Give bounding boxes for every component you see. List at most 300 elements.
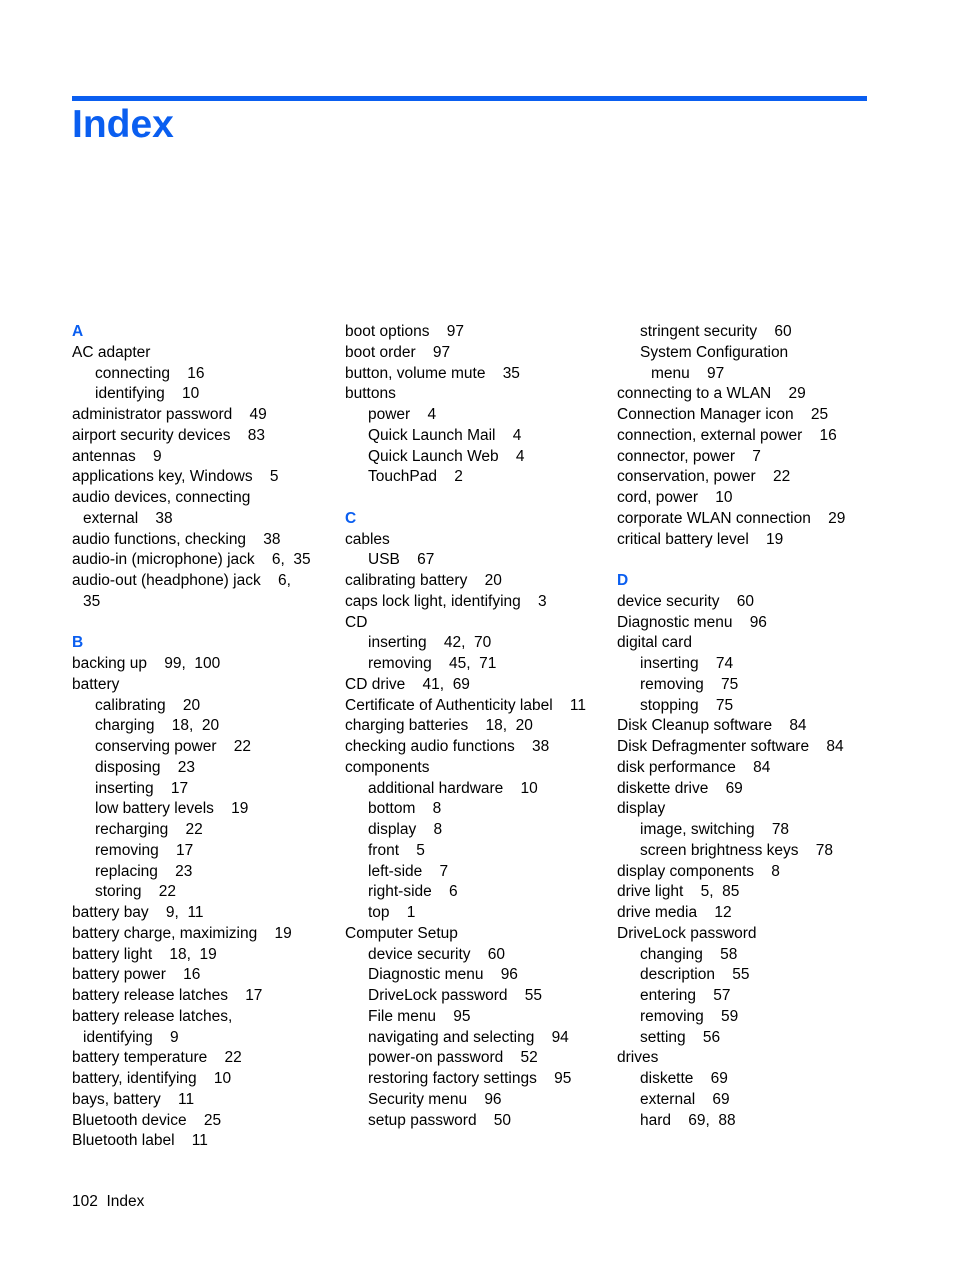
index-entry [617,488,877,509]
page-reference: 9 [170,1028,179,1046]
page-reference: 41, 69 [422,675,470,693]
page-reference: 75 [715,696,734,714]
index-term: Computer Setup [345,924,458,942]
index-subentry [345,903,605,924]
index-subentry [617,841,877,862]
page-reference: 6, 35 [271,551,311,569]
page-reference: 22 [233,738,251,755]
page-reference: 97 [446,323,464,340]
index-term: audio-out (headphone) jack [72,572,261,589]
page-reference: 2 [454,468,463,486]
page-reference: 12 [714,904,732,921]
index-entry [617,592,877,613]
title-rule [72,96,867,101]
index-entry [345,737,605,758]
index-term: boot options [345,323,430,340]
index-term: connecting to a WLAN [617,385,772,403]
page-reference: 4 [515,447,525,465]
index-term: DriveLock password [368,987,508,1004]
index-subentry [72,758,332,779]
footer-label: Index [106,1193,145,1210]
index-term: battery, identifying [72,1070,197,1087]
index-entry [345,613,605,634]
index-term: airport security devices [72,426,231,444]
index-entry [617,467,877,488]
page-reference: 67 [417,551,435,569]
index-term: DriveLock password [617,924,757,942]
index-subentry [72,716,332,737]
page-reference: 16 [819,426,837,444]
index-term: battery charge, maximizing [72,924,258,942]
index-entry [72,945,332,966]
page-reference: 97 [432,343,451,361]
index-subentry [345,654,605,675]
index-term: bottom [368,800,416,818]
index-term: menu [651,364,690,382]
page-reference: 22 [158,883,177,901]
index-subentry [345,633,605,654]
index-term: calibrating battery [345,572,468,589]
page-reference: 75 [720,675,739,693]
index-subentry [72,364,332,385]
index-term: top [368,904,390,921]
page-reference: 6 [448,883,458,901]
index-term: components [345,758,430,776]
index-entry-continuation [72,592,332,613]
index-entry [617,384,877,405]
index-term: storing [95,883,142,901]
page-reference: 19 [231,800,249,818]
page-reference: 55 [732,966,750,984]
page-reference: 94 [551,1028,569,1046]
index-term: battery light [72,945,153,963]
index-entry [617,779,877,800]
index-letter-heading: B [72,634,84,652]
index-term: replacing [95,862,158,880]
index-term: CD drive [345,675,406,693]
index-term: Quick Launch Mail [368,426,496,444]
index-term: digital card [617,634,692,652]
index-subentry [617,820,877,841]
index-term: critical battery level [617,530,749,548]
index-subentry [617,965,877,986]
index-term: description [640,966,715,984]
index-subentry [345,1028,605,1049]
index-term: power [368,406,411,423]
page-reference: 16 [187,364,205,382]
index-entry-continuation [72,509,332,530]
index-term: backing up [72,655,147,672]
index-term: diskette [640,1070,694,1087]
index-subentry [617,1069,877,1090]
index-entry [617,426,877,447]
index-entry [345,592,605,613]
index-term: bays, battery [72,1090,161,1108]
index-entry [72,530,332,551]
index-letter-heading: C [345,509,357,527]
index-entry [72,903,332,924]
page-reference: 17 [175,841,194,859]
index-term: battery temperature [72,1049,208,1067]
page-reference: 23 [177,758,195,776]
index-term: boot order [345,343,416,361]
page-reference: 29 [788,385,806,403]
index-entry [617,924,877,945]
index-entry [345,924,605,945]
index-subentry [617,945,877,966]
index-term: inserting [640,655,699,672]
index-term: File menu [368,1007,437,1025]
page-reference: 23 [175,862,193,880]
page-reference: 45, 71 [448,655,497,672]
page-reference: 57 [713,987,731,1004]
page-reference: 1 [406,904,416,921]
index-entry [617,882,877,903]
page-reference: 16 [183,966,201,984]
page-reference: 69 [712,1090,730,1108]
index-entry [72,447,332,468]
index-term: hard [640,1111,672,1129]
index-subentry [72,841,332,862]
index-entry [617,405,877,426]
index-entry [345,384,605,405]
index-entry [72,1131,332,1152]
page-reference: 10 [715,489,733,506]
index-entry [345,322,605,343]
page-reference: 18, 20 [171,717,220,735]
index-term: stopping [640,696,699,714]
page-reference: 59 [720,1007,739,1025]
index-term: left-side [368,862,423,880]
page-reference: 5 [269,468,279,486]
page-reference: 99, 100 [164,655,221,672]
index-subentry [345,405,605,426]
index-term: removing [368,655,432,672]
page-reference: 38 [263,530,281,548]
index-subentry [72,799,332,820]
index-entry [72,1069,332,1090]
index-term: corporate WLAN connection [617,509,811,527]
page-reference: 58 [720,945,738,963]
index-term: disposing [95,758,161,776]
index-subentry [72,737,332,758]
page-reference: 83 [247,426,265,444]
page-reference: 96 [749,613,767,631]
page-reference: 18, 19 [169,945,217,963]
index-entry [72,467,332,488]
page-reference: 84 [753,758,771,776]
page-reference: 69 [710,1070,728,1087]
page-footer [72,1192,144,1212]
index-term: CD [345,613,368,631]
index-term: AC adapter [72,343,151,361]
index-entry [617,799,877,820]
index-subentry [345,779,605,800]
index-term: audio functions, checking [72,530,247,548]
index-subentry [345,550,605,571]
index-term: audio devices, connecting [72,489,251,506]
page-reference: 17 [245,987,263,1004]
index-term: battery [72,675,120,693]
index-term: device security [368,945,471,963]
index-entry [72,924,332,945]
index-term: battery bay [72,904,149,921]
index-subentry [345,945,605,966]
page-reference: 96 [500,966,518,984]
page-reference: 20 [484,572,502,589]
index-term: calibrating [95,696,166,714]
index-entry-continuation [617,364,877,385]
page-reference: 22 [185,821,203,838]
page-reference: 60 [736,592,754,610]
page-reference: 9, 11 [165,904,204,921]
index-entry [72,1007,332,1028]
index-subentry [72,820,332,841]
index-entry [617,903,877,924]
index-term: screen brightness keys [640,841,799,859]
index-entry [345,364,605,385]
index-entry [345,571,605,592]
index-term: Security menu [368,1090,468,1108]
index-term: 35 [83,592,101,610]
index-entry [617,530,877,551]
index-entry [72,1090,332,1111]
page-reference: 52 [520,1049,538,1067]
index-subentry [345,965,605,986]
index-term: removing [640,1007,704,1025]
index-entry [72,550,332,571]
index-subentry [345,882,605,903]
index-subentry [617,696,877,717]
index-entry [72,654,332,675]
index-term: drives [617,1049,659,1067]
index-term: TouchPad [368,468,437,486]
index-term: charging batteries [345,717,469,735]
index-term: USB [368,551,400,569]
page-reference: 18, 20 [485,717,533,735]
page-reference: 10 [520,779,538,797]
index-entry [617,633,877,654]
index-entry [345,696,605,717]
section-gap [345,488,605,509]
page-reference: 4 [427,406,437,423]
index-entry [72,426,332,447]
index-entry [617,447,877,468]
index-term: conservation, power [617,468,756,486]
index-entry [345,675,605,696]
index-entry [345,343,605,364]
index-term: inserting [95,779,154,797]
index-subentry [345,1111,605,1132]
index-entry [345,530,605,551]
index-subentry [345,1090,605,1111]
index-subentry [72,862,332,883]
index-subentry [617,654,877,675]
page-reference: 60 [487,945,505,963]
index-term: battery power [72,966,166,984]
index-entry [72,675,332,696]
page-reference: 49 [249,406,267,423]
page-reference: 19 [766,530,784,548]
index-entry [345,758,605,779]
index-term: display [617,800,666,818]
page-reference: 4 [512,426,522,444]
index-term: connection, external power [617,426,803,444]
index-entry [72,488,332,509]
page-reference: 42, 70 [443,634,492,652]
index-term: Diagnostic menu [617,613,733,631]
page-reference: 8 [771,862,780,880]
index-subentry [617,343,877,364]
index-term: battery release latches, [72,1007,233,1025]
index-entry [345,716,605,737]
section-gap [72,613,332,634]
index-subentry [345,1007,605,1028]
index-term: external [640,1090,696,1108]
index-subentry [72,384,332,405]
index-subentry [345,820,605,841]
index-term: inserting [368,634,427,652]
index-entry [617,716,877,737]
index-term: right-side [368,883,432,901]
index-subentry [617,1111,877,1132]
index-subentry [617,1007,877,1028]
index-term: checking audio functions [345,738,515,755]
index-term: administrator password [72,406,233,423]
index-term: Certificate of Authenticity label [345,696,553,714]
index-subentry [617,675,877,696]
index-entry [72,343,332,364]
page-reference: 17 [170,779,189,797]
page-reference: 22 [772,468,791,486]
index-term: connecting [95,364,170,382]
index-entry [617,758,877,779]
page-reference: 3 [538,592,547,610]
index-term: Disk Cleanup software [617,717,773,735]
index-subentry [617,322,877,343]
page-reference: 84 [826,738,844,755]
page-reference: 8 [432,800,442,818]
page-reference: 20 [182,696,201,714]
index-entry [72,405,332,426]
index-term: low battery levels [95,800,214,818]
page-reference: 60 [774,323,792,340]
index-subentry [72,882,332,903]
index-subentry [72,696,332,717]
index-term: removing [95,841,159,859]
page-reference: 29 [828,509,846,527]
index-entry-continuation [72,1028,332,1049]
index-term: image, switching [640,821,755,838]
index-term: setup password [368,1111,477,1129]
index-term: entering [640,987,697,1004]
page-reference: 6, [277,572,291,589]
index-term: display [368,821,417,838]
index-term: conserving power [95,738,217,755]
index-entry [72,571,332,592]
index-term: drive light [617,883,684,901]
index-term: Quick Launch Web [368,447,499,465]
page-reference: 35 [502,364,520,382]
page-number: 102 [72,1193,98,1210]
page-reference: 9 [153,447,162,465]
page-reference: 5, 85 [700,883,740,901]
index-term: power-on password [368,1049,504,1067]
page-reference: 22 [224,1049,242,1067]
page-reference: 74 [715,655,734,672]
index-term: stringent security [640,323,758,340]
page-reference: 97 [707,364,725,382]
index-term: charging [95,717,155,735]
index-term: diskette drive [617,779,709,797]
index-term: System Configuration [640,343,789,361]
index-term: drive media [617,904,698,921]
index-term: button, volume mute [345,364,486,382]
index-term: audio-in (microphone) jack [72,551,255,569]
index-subentry [617,1028,877,1049]
index-entry [617,737,877,758]
index-subentry [345,862,605,883]
index-subentry [345,426,605,447]
page-reference: 7 [439,862,449,880]
index-term: identifying [95,385,165,403]
page-reference: 78 [771,821,790,838]
index-letter-heading: D [617,572,629,589]
index-entry [617,862,877,883]
page-reference: 69 [725,779,743,797]
index-entry [617,613,877,634]
index-term: device security [617,592,720,610]
page-reference: 78 [815,841,834,859]
index-term: antennas [72,447,136,465]
index-term: additional hardware [368,779,504,797]
index-subentry [345,1048,605,1069]
page-reference: 50 [493,1111,512,1129]
index-term: cord, power [617,489,698,506]
index-term: buttons [345,385,396,403]
index-subentry [72,779,332,800]
index-term: external [83,509,139,527]
index-term: Bluetooth label [72,1132,175,1150]
index-term: setting [640,1028,686,1046]
page-reference: 8 [433,821,443,838]
index-term: cables [345,530,390,548]
index-subentry [345,799,605,820]
index-term: recharging [95,821,169,838]
index-subentry [617,986,877,1007]
index-term: Bluetooth device [72,1111,187,1129]
index-subentry [617,1090,877,1111]
index-term: changing [640,945,703,963]
page-reference: 5 [416,841,425,859]
index-term: removing [640,675,704,693]
page-reference: 38 [155,509,173,527]
page-reference: 55 [524,987,543,1004]
index-term: caps lock light, identifying [345,592,521,610]
index-subentry [345,447,605,468]
page-reference: 7 [752,447,761,465]
index-letter-heading: A [72,323,84,340]
index-term: disk performance [617,758,736,776]
page-reference: 56 [702,1028,721,1046]
index-term: Connection Manager icon [617,406,794,423]
index-term: identifying [83,1028,153,1046]
index-subentry [345,986,605,1007]
index-term: applications key, Windows [72,468,253,486]
index-term: display components [617,862,754,880]
page-reference: 38 [532,738,550,755]
index-subentry [345,1069,605,1090]
